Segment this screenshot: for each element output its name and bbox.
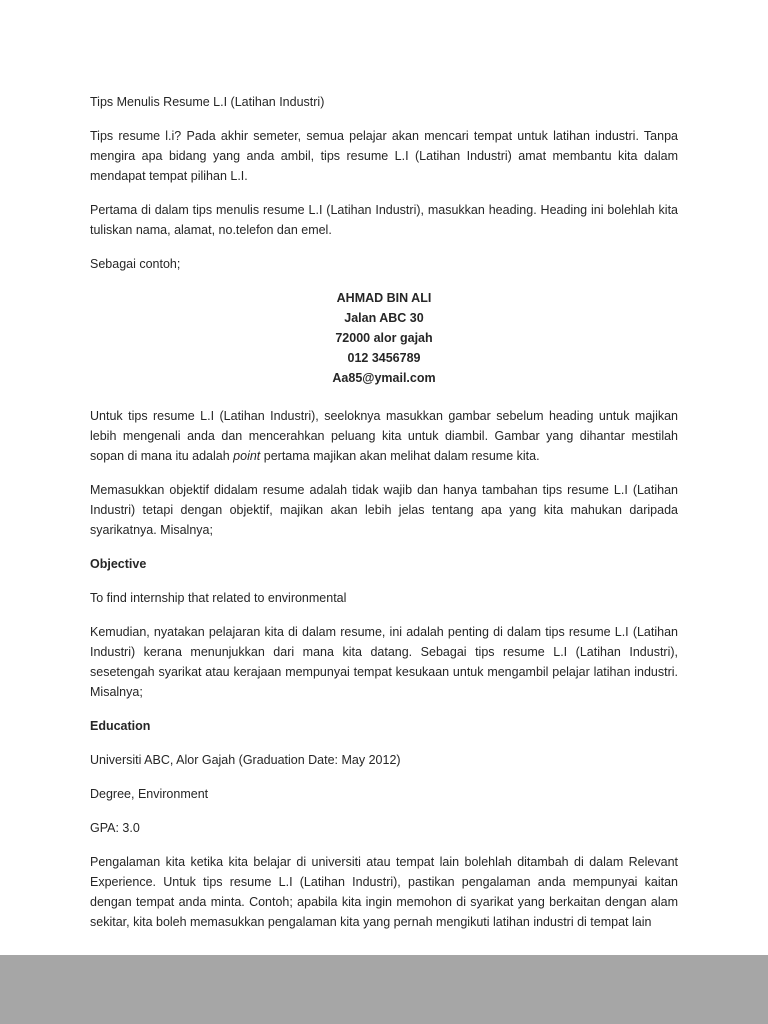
photo-tip-italic-word: point [233, 449, 261, 463]
education-university-line: Universiti ABC, Alor Gajah (Graduation Date: May 2012) [90, 753, 401, 767]
objective-tip-paragraph: Memasukkan objektif didalam resume adalah tidak wajib dan hanya tambahan tips resume L.I (Latihan Industri) tetapi dengan objektif, majikan akan lebih jelas tentang apa yang kita mahukan daripada syarikatnya. Misalnya; [90, 483, 678, 537]
heading-tip-paragraph: Pertama di dalam tips menulis resume L.I (Latihan Industri), masukkan heading. Heading ini bolehlah kita tuliskan nama, alamat, no.telefon dan emel. [90, 203, 678, 237]
education-heading: Education [90, 719, 151, 733]
document-title: Tips Menulis Resume L.I (Latihan Industri) [90, 95, 325, 109]
education-degree-line: Degree, Environment [90, 787, 209, 801]
objective-text: To find internship that related to environmental [90, 591, 347, 605]
page-bottom-gap [0, 955, 768, 1024]
experience-tip-paragraph: Pengalaman kita ketika kita belajar di universiti atau tempat lain bolehlah ditambah di dalam Relevant Experience. Untuk tips resume L.I (Latihan Industri), pastikan pengalaman anda mempunyai kaitan dengan tempat anda minta. Contoh; apabila kita ingin memohon di syarikat yang berkaitan dengan alam sekitar, kita boleh memasukkan pengalaman kita yang pernah mengikuti latihan industri di tempat lain [90, 855, 678, 929]
education-gpa-line: GPA: 3.0 [90, 821, 140, 835]
example-intro-line: Sebagai contoh; [90, 257, 181, 271]
photo-tip-paragraph [90, 406, 678, 466]
contact-name: AHMAD BIN ALI [336, 291, 432, 305]
contact-city: 72000 alor gajah [335, 331, 433, 345]
document-body [90, 0, 678, 946]
photo-tip-text-before: Untuk tips resume L.I (Latihan Industri), seeloknya masukkan gambar sebelum heading untuk majikan lebih mengenali anda dan mencerahkan peluang kita untuk diambil. Gambar yang dihantar mestilah sopan di mana itu adalah [90, 409, 678, 463]
objective-heading: Objective [90, 557, 147, 571]
contact-email: Aa85@ymail.com [332, 371, 436, 385]
photo-tip-text-after: pertama majikan akan melihat dalam resume kita. [260, 449, 540, 463]
contact-phone: 012 3456789 [347, 351, 421, 365]
education-tip-paragraph: Kemudian, nyatakan pelajaran kita di dalam resume, ini adalah penting di dalam tips resume L.I (Latihan Industri) kerana menunjukkan dari mana kita datang. Sebagai tips resume L.I (Latihan Industri), sesetengah syarikat atau kerajaan mempunyai tempat kesukaan untuk mengambil pelajar latihan industri. Misalnya; [90, 625, 678, 699]
contact-example-block [90, 288, 678, 388]
contact-street: Jalan ABC 30 [344, 311, 424, 325]
intro-paragraph: Tips resume l.i? Pada akhir semeter, semua pelajar akan mencari tempat untuk latihan industri. Tanpa mengira apa bidang yang anda ambil, tips resume L.I (Latihan Industri) amat membantu kita dalam mendapat tempat pilihan L.I. [90, 129, 678, 183]
